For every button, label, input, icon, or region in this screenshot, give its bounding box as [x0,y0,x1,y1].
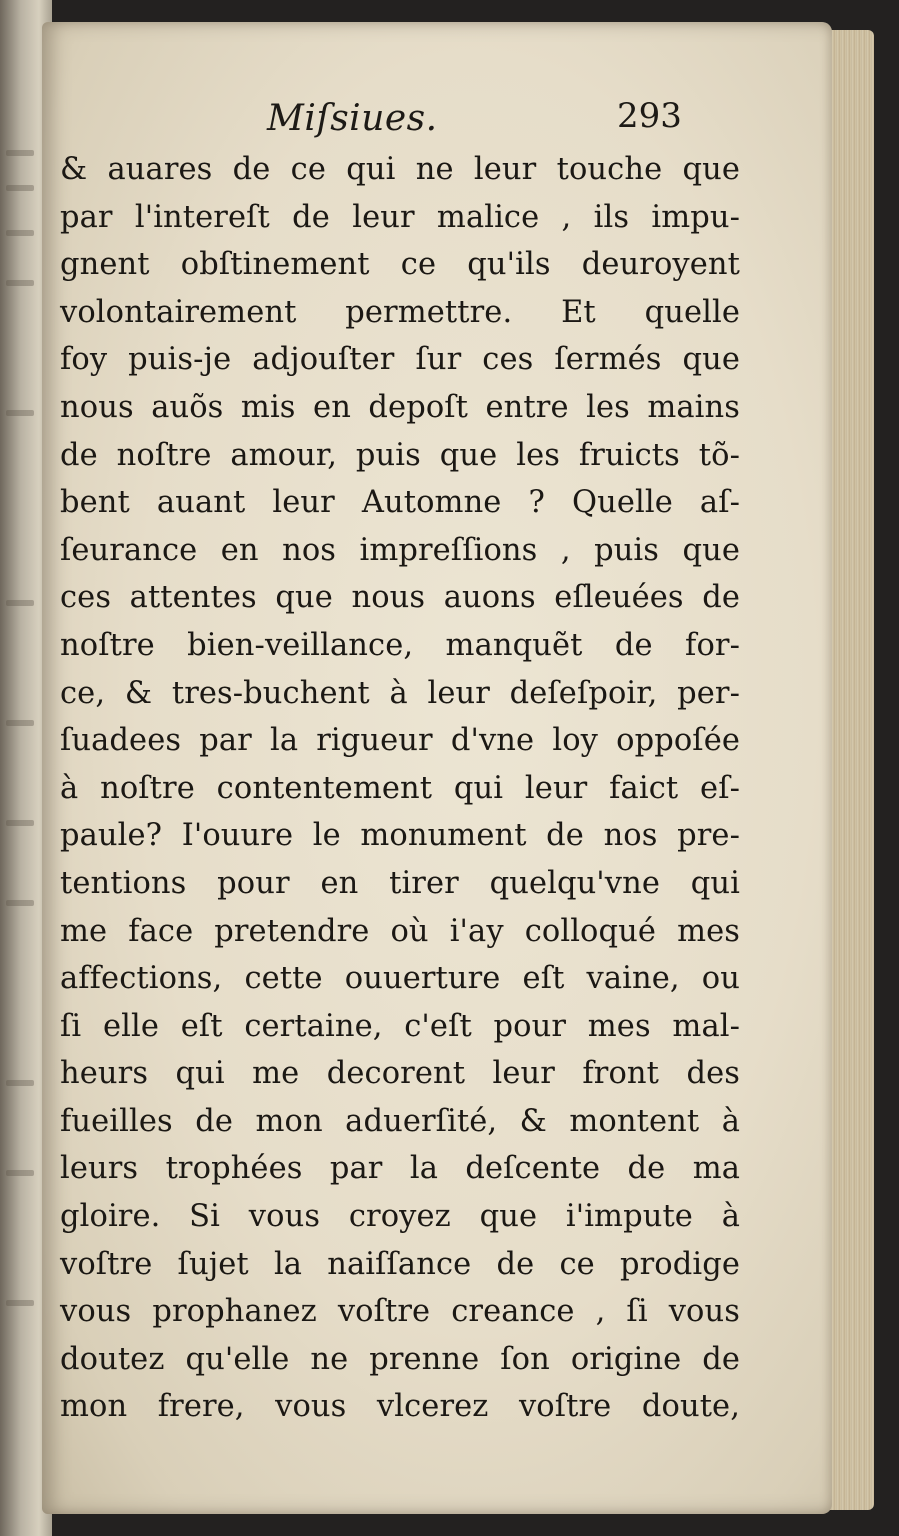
page-number: 293 [617,96,682,136]
running-head [42,92,832,152]
text-line: doutez qu'elle ne prenne ſon origine de [60,1341,740,1377]
text-line: ce, & tres-buchent à leur deſeſpoir, per- [60,675,740,711]
text-line: affections, cette ouuerture eſt vaine, ou [60,961,740,997]
bleed-through-mark [6,1300,34,1306]
text-line: me face pretendre où i'ay colloqué mes [60,913,740,949]
text-line: gloire. Si vous croyez que i'impute à [60,1199,740,1235]
running-title: Miſsiues. [267,98,438,139]
text-line: volontairement permettre. Et quelle [60,294,740,330]
bleed-through-mark [6,720,34,726]
body-text [60,146,740,1431]
text-line: foy puis-je adjouſter ſur ces ſermés que [60,342,740,378]
bleed-through-mark [6,150,34,156]
bleed-through-mark [6,410,34,416]
book-page [42,22,832,1514]
text-line: mon frere, vous vlcerez voſtre doute, [60,1389,740,1425]
text-line: paule? I'ouure le monument de nos pre- [60,818,740,854]
text-line: ces attentes que nous auons eſleuées de [60,580,740,616]
text-line: par l'intereſt de leur malice , ils impu- [60,199,740,235]
text-line: de noſtre amour, puis que les fruicts tõ- [60,437,740,473]
text-line: gnent obſtinement ce qu'ils deuroyent [60,247,740,283]
text-line: leurs trophées par la deſcente de ma [60,1151,740,1187]
text-line: ſuadees par la rigueur d'vne loy oppoſée [60,723,740,759]
bleed-through-mark [6,600,34,606]
bleed-through-mark [6,900,34,906]
bleed-through-mark [6,1170,34,1176]
bleed-through-mark [6,185,34,191]
bleed-through-mark [6,820,34,826]
text-line: & auares de ce qui ne leur touche que [60,152,740,187]
text-line: fueilles de mon aduerſité, & montent à [60,1103,740,1139]
text-line: ſi elle eſt certaine, c'eſt pour mes mal- [60,1008,740,1044]
book-fore-edge [826,30,874,1510]
text-line: tentions pour en tirer quelqu'vne qui [60,865,740,901]
text-line: noſtre bien-veillance, manquẽt de for- [60,627,740,663]
bleed-through-mark [6,1080,34,1086]
bleed-through-mark [6,280,34,286]
text-line: heurs qui me decorent leur front des [60,1056,740,1092]
text-line: à noſtre contentement qui leur faict eſ- [60,770,740,806]
bleed-through-mark [6,230,34,236]
text-line: voſtre ſujet la naiſſance de ce prodige [60,1246,740,1282]
text-line: bent auant leur Automne ? Quelle aſ- [60,485,740,521]
text-line: ſeurance en nos impreſſions , puis que [60,532,740,568]
text-line: vous prophanez voſtre creance , ſi vous [60,1294,740,1330]
text-line: nous auõs mis en depoſt entre les mains [60,389,740,425]
